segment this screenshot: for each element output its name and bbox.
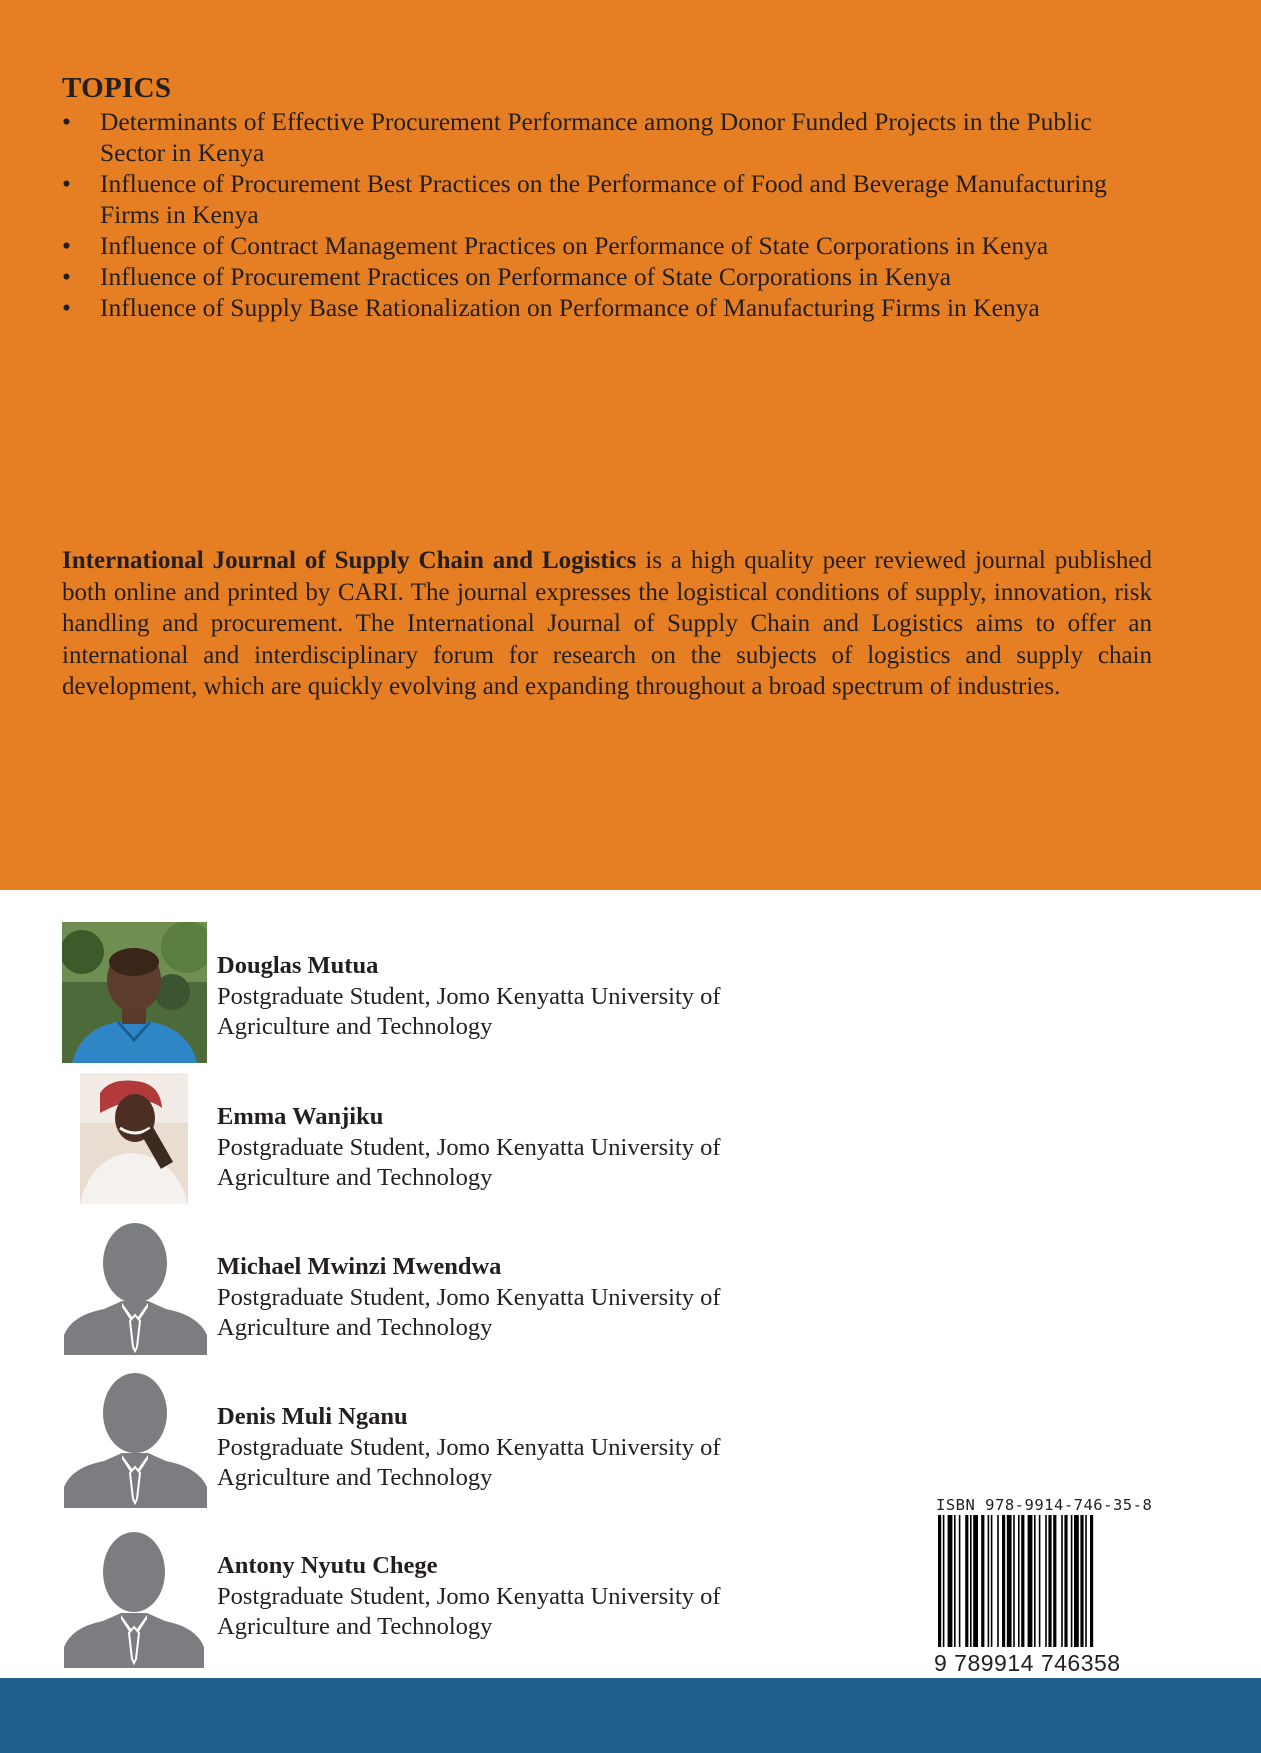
journal-description-text: is a high quality peer reviewed journal published both online and printed by CARI. The journal expresses the logistical conditions of supply, innovation, risk handling and procurement. The International Journal of Supply Chain and Logistics aims to offer an international and interdisciplinary forum for research on the subjects of logistics and supply chain development, which are quickly evolving and expanding throughout a broad spectrum of industries. <box>62 547 1152 700</box>
author-entry <box>0 1073 760 1218</box>
barcode-bar <box>1053 1515 1056 1647</box>
barcode-bar <box>1090 1515 1093 1647</box>
isbn-label: ISBN 978-9914-746-35-8 <box>936 1496 1153 1514</box>
isbn-barcode-digits: 9 789914 746358 <box>934 1650 1121 1676</box>
barcode-bar <box>1028 1515 1033 1647</box>
author-entry <box>0 922 760 1067</box>
author-affiliation: Postgraduate Student, Jomo Kenyatta University of Agriculture and Technology <box>217 1284 721 1341</box>
barcode-bar <box>997 1515 999 1647</box>
topic-item: • Determinants of Effective Procurement Performance among Donor Funded Projects in the Public Sector in Kenya <box>62 106 1162 168</box>
barcode-bar <box>1085 1515 1087 1647</box>
barcode-bar <box>938 1515 941 1647</box>
author-entry <box>0 1373 760 1518</box>
author-name: Michael Mwinzi Mwendwa <box>217 1253 502 1280</box>
barcode-bar <box>1061 1515 1063 1647</box>
barcode-bar <box>970 1515 972 1647</box>
person-silhouette-icon <box>64 1373 207 1508</box>
barcode-bar <box>1002 1515 1005 1647</box>
author-entry <box>0 1223 760 1368</box>
journal-description <box>62 545 1152 703</box>
topics-heading: TOPICS <box>62 72 172 104</box>
barcode-bar <box>1021 1515 1024 1647</box>
barcode-bar <box>981 1515 984 1647</box>
barcode-bar <box>948 1515 953 1647</box>
barcode-bar <box>1007 1515 1012 1647</box>
author-photo <box>80 1073 188 1204</box>
author-name: Denis Muli Nganu <box>217 1403 408 1430</box>
topic-item: • Influence of Procurement Practices on Performance of State Corporations in Kenya <box>62 261 1162 292</box>
topic-item: • Influence of Supply Base Rationalization on Performance of Manufacturing Firms in Kenya <box>62 292 1162 323</box>
person-silhouette-icon <box>64 1532 204 1668</box>
barcode-bar <box>1045 1515 1047 1647</box>
barcode-bar <box>1018 1515 1020 1647</box>
barcode-bar <box>988 1515 990 1647</box>
barcode-bar <box>1048 1515 1051 1647</box>
barcode-bar <box>954 1515 956 1647</box>
author-name: Antony Nyutu Chege <box>217 1552 438 1579</box>
author-affiliation: Postgraduate Student, Jomo Kenyatta University of Agriculture and Technology <box>217 1134 721 1191</box>
barcode-bar <box>991 1515 993 1647</box>
topics-list <box>62 106 1162 323</box>
topic-item: • Influence of Procurement Best Practices on the Performance of Food and Beverage Manufacturing Firms in Kenya <box>62 168 1162 230</box>
barcode-bar <box>1071 1515 1073 1647</box>
author-entry <box>0 1532 760 1677</box>
barcode-bar <box>1013 1515 1015 1647</box>
barcode-bar <box>1080 1515 1083 1647</box>
topic-item: • Influence of Contract Management Practices on Performance of State Corporations in Kenya <box>62 230 1162 261</box>
author-name: Douglas Mutua <box>217 952 379 979</box>
person-silhouette-icon <box>64 1223 207 1355</box>
barcode-bar <box>1074 1515 1079 1647</box>
journal-name: International Journal of Supply Chain and Logistics <box>62 547 637 574</box>
footer-color-band <box>0 1678 1261 1753</box>
barcode-bar <box>1064 1515 1067 1647</box>
author-affiliation: Postgraduate Student, Jomo Kenyatta University of Agriculture and Technology <box>217 1583 721 1640</box>
barcode-bar <box>973 1515 978 1647</box>
barcode-bar <box>943 1515 945 1647</box>
author-affiliation: Postgraduate Student, Jomo Kenyatta University of Agriculture and Technology <box>217 1434 721 1491</box>
author-photo <box>62 922 207 1063</box>
barcode-bar <box>1039 1515 1041 1647</box>
barcode-bar <box>959 1515 961 1647</box>
barcode-bar <box>1034 1515 1036 1647</box>
barcode-bar <box>965 1515 968 1647</box>
author-affiliation: Postgraduate Student, Jomo Kenyatta University of Agriculture and Technology <box>217 983 721 1040</box>
author-name: Emma Wanjiku <box>217 1103 384 1130</box>
